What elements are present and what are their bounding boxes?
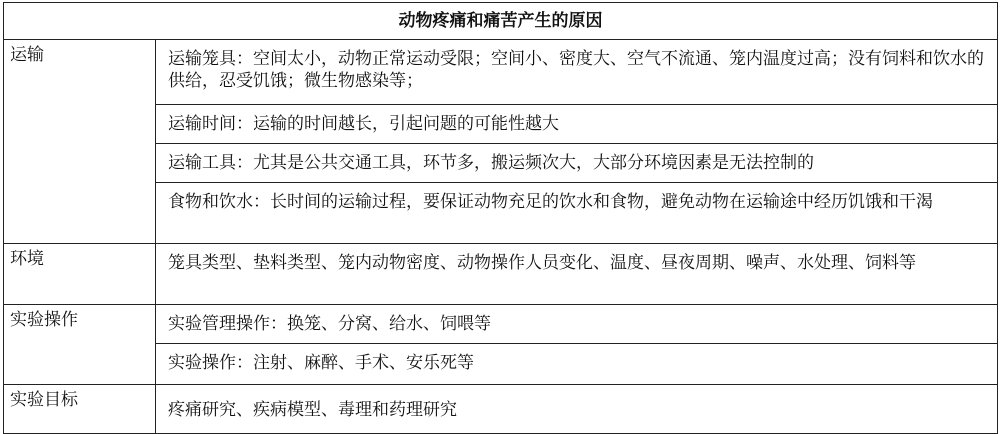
category-operation (4, 305, 156, 385)
cell-operation-experiment: 实验操作：注射、麻醉、手术、安乐死等 (168, 353, 474, 373)
table-title-text: 动物疼痛和痛苦产生的原因 (398, 11, 603, 31)
category-environment-label: 环境 (10, 249, 44, 269)
category-goal-label: 实验目标 (10, 390, 78, 410)
table-row-transport-time (156, 105, 998, 144)
cell-goal: 疼痛研究、疾病模型、毒理和药理研究 (168, 400, 457, 420)
table-row-operation-management (156, 305, 998, 344)
table-row-goal (156, 385, 998, 434)
category-environment (4, 244, 156, 305)
cell-transport-cage: 运输笼具：空间太小，动物正常运动受限；空间小、密度大、空气不流通、笼内温度过高；没有饲料和饮水的供给，忍受饥饿；微生物感染等； (168, 49, 984, 91)
table-row-transport-food (156, 183, 998, 244)
cell-transport-food: 食物和饮水：长时间的运输过程，要保证动物充足的饮水和食物，避免动物在运输途中经历饥饿和干渴 (168, 192, 933, 212)
table-row-transport-cage (156, 40, 998, 105)
table-row-transport-vehicle (156, 144, 998, 183)
category-operation-label: 实验操作 (10, 310, 78, 330)
category-goal (4, 385, 156, 434)
pain-causes-table (3, 2, 998, 434)
table-title (4, 3, 998, 40)
table-row-environment (156, 244, 998, 305)
cell-environment: 笼具类型、垫料类型、笼内动物密度、动物操作人员变化、温度、昼夜周期、噪声、水处理、饲料等 (168, 253, 916, 273)
cell-transport-vehicle: 运输工具：尤其是公共交通工具，环节多，搬运频次大，大部分环境因素是无法控制的 (168, 153, 814, 173)
category-transport-label: 运输 (10, 45, 44, 65)
cell-transport-time: 运输时间：运输的时间越长，引起问题的可能性越大 (168, 114, 559, 134)
table-row-operation-experiment (156, 344, 998, 385)
cell-operation-management: 实验管理操作：换笼、分窝、给水、饲喂等 (168, 314, 491, 334)
category-transport (4, 40, 156, 244)
